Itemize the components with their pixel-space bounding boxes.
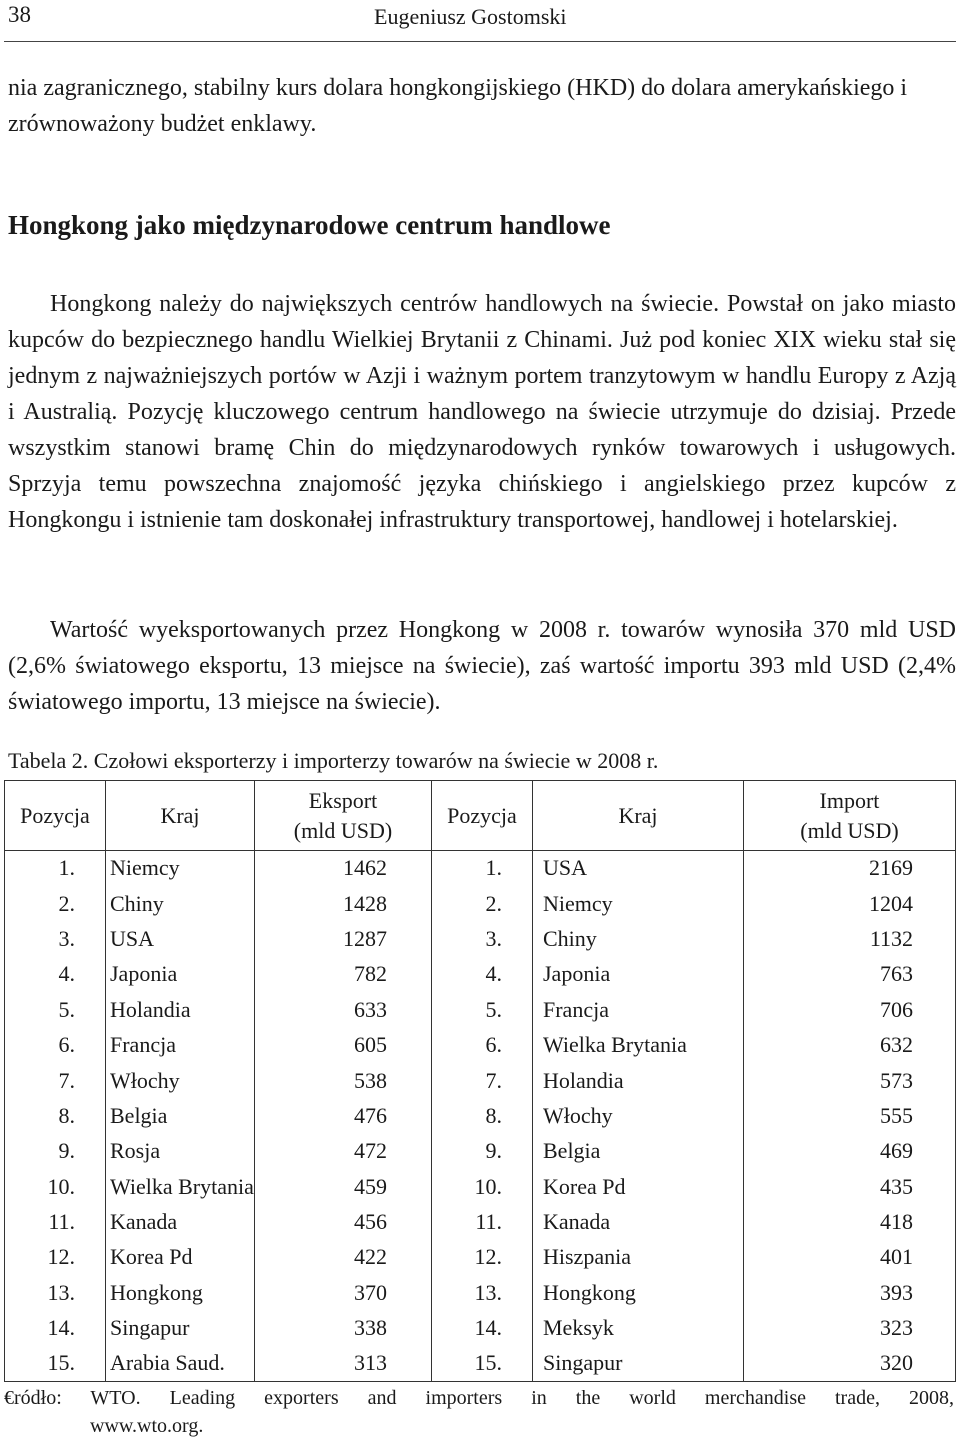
export-value: 1462 bbox=[255, 851, 432, 886]
header-position: Pozycja bbox=[5, 781, 106, 851]
table-row bbox=[5, 1240, 956, 1275]
exporter-country: Wielka Brytania bbox=[106, 1169, 255, 1204]
import-value: 418 bbox=[744, 1204, 956, 1239]
exporter-country: USA bbox=[106, 921, 255, 956]
import-position: 2. bbox=[432, 886, 533, 921]
header-import-label: Import bbox=[819, 787, 880, 813]
table-row bbox=[5, 1098, 956, 1133]
export-value: 422 bbox=[255, 1240, 432, 1275]
exporter-country: Korea Pd bbox=[106, 1240, 255, 1275]
header-country: Kraj bbox=[106, 781, 255, 851]
import-position: 11. bbox=[432, 1204, 533, 1239]
import-position: 3. bbox=[432, 921, 533, 956]
header-import bbox=[744, 781, 956, 851]
import-position: 10. bbox=[432, 1169, 533, 1204]
table-row bbox=[5, 1134, 956, 1169]
export-position: 9. bbox=[5, 1134, 106, 1169]
importer-country: Kanada bbox=[533, 1204, 744, 1239]
exporter-country: Włochy bbox=[106, 1063, 255, 1098]
table-row bbox=[5, 851, 956, 886]
section-heading: Hongkong jako międzynarodowe centrum handlowe bbox=[8, 210, 611, 240]
table-source-note bbox=[4, 1384, 954, 1440]
paragraph-continuation: nia zagranicznego, stabilny kurs dolara hongkongijskiego (HKD) do dolara amerykańskiego i zrównoważony budżet enklawy. bbox=[8, 75, 908, 137]
source-url: www.wto.org. bbox=[90, 1415, 204, 1437]
export-position: 3. bbox=[5, 921, 106, 956]
header-country-import: Kraj bbox=[533, 781, 744, 851]
importer-country: Hiszpania bbox=[533, 1240, 744, 1275]
exporter-country: Singapur bbox=[106, 1311, 255, 1346]
import-position: 4. bbox=[432, 957, 533, 992]
importer-country: Hongkong bbox=[533, 1275, 744, 1310]
header-export-unit: (mld USD) bbox=[293, 817, 393, 843]
page-number: 38 bbox=[8, 2, 31, 27]
export-value: 472 bbox=[255, 1134, 432, 1169]
table-row bbox=[5, 1169, 956, 1204]
import-value: 401 bbox=[744, 1240, 956, 1275]
importer-country: Włochy bbox=[533, 1098, 744, 1133]
paragraph-export-import-values: Wartość wyeksportowanych przez Hongkong w 2008 r. towarów wynosiła 370 mld USD (2,6% światowego eksportu, 13 miejsce na świecie), zaś wartość importu 393 mld USD (2,4% światowego importu, 13 miejsce na świecie). bbox=[8, 617, 956, 715]
export-position: 2. bbox=[5, 886, 106, 921]
table-row bbox=[5, 1063, 956, 1098]
header-rule bbox=[4, 41, 956, 42]
importer-country: USA bbox=[533, 851, 744, 886]
header-position-import: Pozycja bbox=[432, 781, 533, 851]
exporter-country: Japonia bbox=[106, 957, 255, 992]
import-position: 9. bbox=[432, 1134, 533, 1169]
import-position: 1. bbox=[432, 851, 533, 886]
export-position: 8. bbox=[5, 1098, 106, 1133]
exporter-country: Rosja bbox=[106, 1134, 255, 1169]
export-position: 6. bbox=[5, 1027, 106, 1062]
import-position: 8. bbox=[432, 1098, 533, 1133]
export-value: 1287 bbox=[255, 921, 432, 956]
importer-country: Holandia bbox=[533, 1063, 744, 1098]
running-header-author: Eugeniusz Gostomski bbox=[374, 4, 567, 29]
importer-country: Chiny bbox=[533, 921, 744, 956]
exporter-country: Holandia bbox=[106, 992, 255, 1027]
import-value: 763 bbox=[744, 957, 956, 992]
export-position: 10. bbox=[5, 1169, 106, 1204]
export-position: 4. bbox=[5, 957, 106, 992]
import-value: 573 bbox=[744, 1063, 956, 1098]
export-position: 13. bbox=[5, 1275, 106, 1310]
export-value: 456 bbox=[255, 1204, 432, 1239]
exporters-importers-table bbox=[4, 780, 956, 1382]
import-value: 435 bbox=[744, 1169, 956, 1204]
import-value: 706 bbox=[744, 992, 956, 1027]
table-caption: Tabela 2. Czołowi eksporterzy i importerzy towarów na świecie w 2008 r. bbox=[8, 748, 659, 773]
exporter-country: Belgia bbox=[106, 1098, 255, 1133]
importer-country: Belgia bbox=[533, 1134, 744, 1169]
table-row bbox=[5, 921, 956, 956]
import-position: 15. bbox=[432, 1346, 533, 1381]
table-row bbox=[5, 957, 956, 992]
paragraph-hongkong-trade: Hongkong należy do największych centrów handlowych na świecie. Powstał on jako miasto kupców do bezpiecznego handlu Wielkiej Brytanii z Chinami. Już pod koniec XIX wieku stał się jednym z najważniejszych portów w Azji i ważnym portem tranzytowym w handlu Europy z Azją i Australią. Pozycję kluczowego centrum handlowego na świecie utrzymuje do dzisiaj. Przede wszystkim stanowi bramę Chin do międzynarodowych rynków towarowych i usługowych. Sprzyja temu powszechna znajomość języka chińskiego i angielskiego przez kupców z Hongkongu i istnienie tam doskonałej infrastruktury transportowej, handlowej i hotelarskiej. bbox=[8, 291, 956, 533]
table-row bbox=[5, 1204, 956, 1239]
import-value: 555 bbox=[744, 1098, 956, 1133]
importer-country: Singapur bbox=[533, 1346, 744, 1381]
import-position: 7. bbox=[432, 1063, 533, 1098]
import-position: 5. bbox=[432, 992, 533, 1027]
exporter-country: Kanada bbox=[106, 1204, 255, 1239]
table-row bbox=[5, 1346, 956, 1381]
export-value: 459 bbox=[255, 1169, 432, 1204]
importer-country: Korea Pd bbox=[533, 1169, 744, 1204]
import-position: 12. bbox=[432, 1240, 533, 1275]
import-position: 14. bbox=[432, 1311, 533, 1346]
table-row bbox=[5, 1311, 956, 1346]
import-position: 13. bbox=[432, 1275, 533, 1310]
export-value: 782 bbox=[255, 957, 432, 992]
importer-country: Meksyk bbox=[533, 1311, 744, 1346]
export-value: 476 bbox=[255, 1098, 432, 1133]
source-citation: €ródło: WTO. Leading exporters and importers in the world merchandise trade, 2008, bbox=[4, 1387, 954, 1409]
export-position: 11. bbox=[5, 1204, 106, 1239]
importer-country: Wielka Brytania bbox=[533, 1027, 744, 1062]
import-position: 6. bbox=[432, 1027, 533, 1062]
export-position: 14. bbox=[5, 1311, 106, 1346]
exporter-country: Hongkong bbox=[106, 1275, 255, 1310]
importer-country: Japonia bbox=[533, 957, 744, 992]
export-position: 1. bbox=[5, 851, 106, 886]
export-value: 1428 bbox=[255, 886, 432, 921]
import-value: 1132 bbox=[744, 921, 956, 956]
importer-country: Niemcy bbox=[533, 886, 744, 921]
import-value: 632 bbox=[744, 1027, 956, 1062]
export-value: 338 bbox=[255, 1311, 432, 1346]
import-value: 323 bbox=[744, 1311, 956, 1346]
export-value: 633 bbox=[255, 992, 432, 1027]
export-value: 605 bbox=[255, 1027, 432, 1062]
export-position: 12. bbox=[5, 1240, 106, 1275]
export-position: 7. bbox=[5, 1063, 106, 1098]
table-header-row bbox=[5, 781, 956, 851]
import-value: 393 bbox=[744, 1275, 956, 1310]
export-value: 313 bbox=[255, 1346, 432, 1381]
exporter-country: Niemcy bbox=[106, 851, 255, 886]
header-export-label: Eksport bbox=[308, 787, 378, 813]
import-value: 469 bbox=[744, 1134, 956, 1169]
importer-country: Francja bbox=[533, 992, 744, 1027]
import-value: 1204 bbox=[744, 886, 956, 921]
export-position: 5. bbox=[5, 992, 106, 1027]
import-value: 2169 bbox=[744, 851, 956, 886]
header-import-unit: (mld USD) bbox=[800, 817, 899, 843]
exporter-country: Chiny bbox=[106, 886, 255, 921]
exporter-country: Arabia Saud. bbox=[106, 1346, 255, 1381]
header-export bbox=[255, 781, 432, 851]
export-value: 538 bbox=[255, 1063, 432, 1098]
table-row bbox=[5, 1027, 956, 1062]
import-value: 320 bbox=[744, 1346, 956, 1381]
export-value: 370 bbox=[255, 1275, 432, 1310]
table-row bbox=[5, 1275, 956, 1310]
table-row bbox=[5, 992, 956, 1027]
running-header bbox=[0, 0, 960, 42]
exporter-country: Francja bbox=[106, 1027, 255, 1062]
table-row bbox=[5, 886, 956, 921]
export-position: 15. bbox=[5, 1346, 106, 1381]
